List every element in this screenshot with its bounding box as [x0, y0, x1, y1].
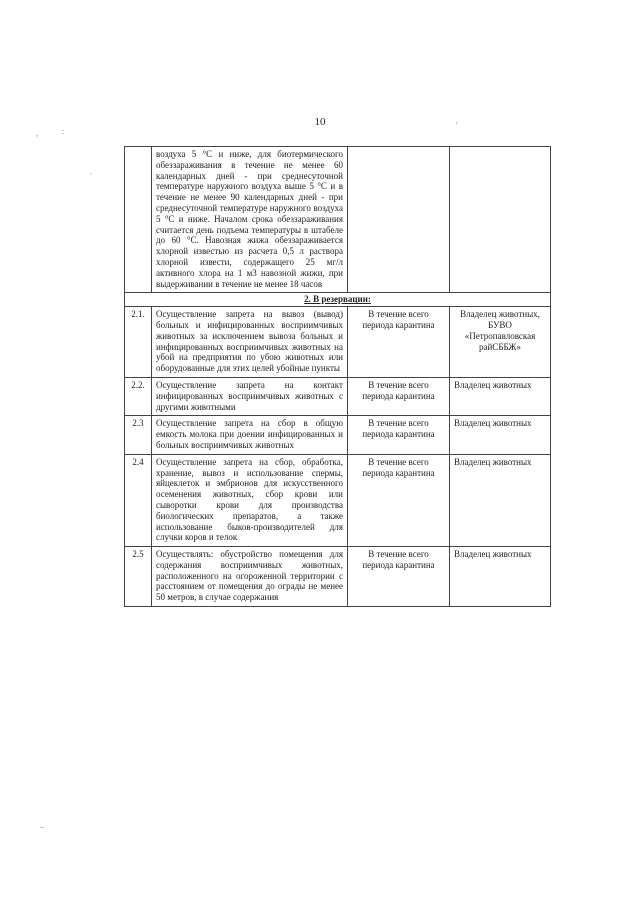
responsible-cell: Владелец животных	[450, 547, 551, 607]
measures-table	[124, 146, 551, 607]
section-header-row	[125, 293, 551, 307]
row-number: 2.4	[125, 454, 152, 546]
row-number: 2.3	[125, 416, 152, 454]
row-number: 2.5	[125, 547, 152, 607]
responsible-cell: Владелец животных	[450, 416, 551, 454]
scan-speck: .	[90, 167, 92, 176]
row-number: 2.2.	[125, 377, 152, 415]
responsible-cell: Владелец животных	[450, 454, 551, 546]
measure-cell: Осуществление запрета на вывоз (вывод) больных и инфицированных восприимчивых животных за исключением вывоза больных и инфицированных восприимчивых животных на убой на предприятия по убою животных или оборудованные для этих целей убойные пункты	[152, 307, 348, 378]
section-title: 2. В резервации:	[304, 294, 371, 305]
scan-speck: :	[62, 127, 65, 136]
measure-cell: Осуществление запрета на контакт инфицированных восприимчивых животных с другими животными	[152, 377, 348, 415]
page-number: 10	[314, 116, 326, 128]
table-row-continuation	[125, 147, 551, 293]
table-row	[125, 377, 551, 415]
term-cell	[348, 147, 450, 293]
scan-speck: ,	[36, 129, 38, 138]
measure-cell: Осуществление запрета на сбор, обработка, хранение, вывоз и использование спермы, яйцеклеток и эмбрионов для искусственного осеменения животных, сбор крови или сыворотки крови для производства биологических препаратов, а также использование быков-производителей для случки коров и телок	[152, 454, 348, 546]
scan-speck: '	[456, 121, 458, 130]
table-row	[125, 416, 551, 454]
table-row	[125, 547, 551, 607]
term-cell: В течение всего периода карантина	[348, 454, 450, 546]
measure-cell: Осуществлять: обустройство помещения для содержания восприимчивых животных, расположенного на огороженной территории с расстоянием от помещения до ограды не менее 50 метров, в случае содержания	[152, 547, 348, 607]
term-cell: В течение всего периода карантина	[348, 307, 450, 378]
scan-speck: ..	[40, 821, 44, 830]
table-row	[125, 307, 551, 378]
row-number: 2.1.	[125, 307, 152, 378]
term-cell: В течение всего периода карантина	[348, 547, 450, 607]
responsible-cell: Владелец животных	[450, 377, 551, 415]
measure-cell: воздуха 5 °С и ниже, для биотермического обеззараживания в течение не менее 60 календарных дней - при среднесуточной температуре наружного воздуха выше 5 °С и в течение не менее 90 календарных дней - при среднесуточной температуре наружного воздуха 5 °С и ниже. Началом срока обеззараживания считается день подъема температуры в штабеле до 60 °С. Навозная жижа обеззараживается хлорной известью из расчета 0,5 л раствора хлорной извести, содержащего 25 мг/л активного хлора на 1 м3 навозной жижи, при выдерживании в течение не менее 18 часов	[152, 147, 348, 293]
measure-cell: Осуществление запрета на сбор в общую емкость молока при доении инфицированных и больных восприимчивых животных	[152, 416, 348, 454]
term-cell: В течение всего периода карантина	[348, 377, 450, 415]
responsible-cell	[450, 147, 551, 293]
row-number	[125, 147, 152, 293]
table-row	[125, 454, 551, 546]
term-cell: В течение всего периода карантина	[348, 416, 450, 454]
responsible-cell: Владелец животных, БУВО «Петропавловская райСББЖ»	[450, 307, 551, 378]
section-header	[125, 293, 551, 307]
